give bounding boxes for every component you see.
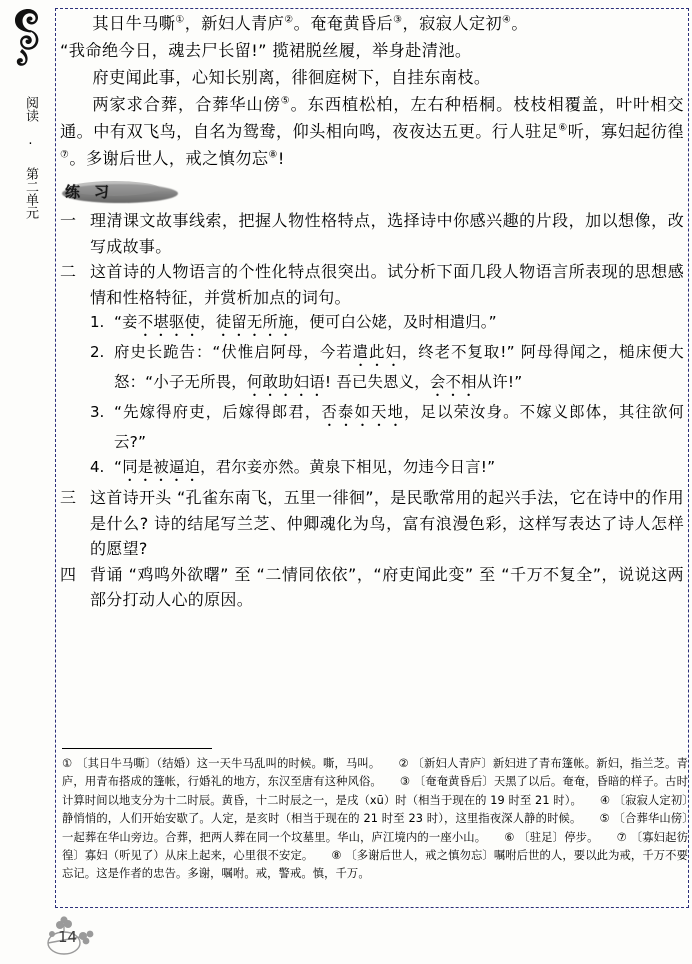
exercise-subitem-number: 4. (90, 458, 105, 476)
exercise-number: 三 (60, 488, 77, 507)
exercise-subitem-number: 1. (90, 313, 105, 331)
footnote-text (62, 755, 688, 884)
page-folio (28, 916, 118, 960)
emphasized-phrase: 同是被逼迫 (122, 458, 201, 476)
exercise-body: 这首诗开头 “孔雀东南飞，五里一徘徊”，是民歌常用的起兴手法，它在诗中的作用是什么? 诗的结尾写兰芝、仲卿魂化为鸟，富有浪漫色彩，这样写表达了诗人怎样的愿望? (90, 488, 684, 558)
emphasized-phrase: 否泰如天地 (321, 403, 405, 421)
exercise-subitem-body: 府史长跪告：“伏惟启阿母，今若遣此妇，终老不复取!” 阿母得闻之，槌床便大怒：“小子无所畏，何敢助妇语! 吾已失恩义，会不相从许!” (114, 343, 684, 391)
footnote-marker: ③ (393, 14, 403, 26)
footnote-marker: ② (284, 14, 294, 26)
emphasized-phrase: 遣此妇 (352, 343, 402, 361)
sidebar-running-head: 阅读 · 第二单元 (23, 96, 38, 219)
footnote-marker: ⑦ (60, 149, 70, 161)
exercise-body: 这首诗的人物语言的个性化特点很突出。试分析下面几段人物语言所表现的思想感情和性格特征，并赏析加点的词句。 (90, 262, 684, 307)
exercises-heading-banner (62, 180, 180, 206)
exercise-list (60, 208, 684, 613)
footnote-marker: ⑧ (268, 149, 278, 161)
footnote-entry: ③ 〔奄奄黄昏后〕天黑了以后。奄奄，昏暗的样子。古时计算时间以地支分为十二时辰。黄昏，十二时辰之一，是戌（xū）时（相当于现在的 19 时至 21 时）。 (62, 775, 688, 807)
footnote-entry: ⑤ 〔合葬华山傍〕一起葬在华山旁边。合葬，把两人葬在同一个坟墓里。华山，庐江境内的一座小山。 (62, 812, 688, 844)
footnote-entry: ⑧ 〔多谢后世人，戒之慎勿忘〕嘱咐后世的人，要以此为戒，千万不要忘记。这是作者的忠告。多谢，嘱咐。戒，警戒。慎，千万。 (62, 849, 689, 881)
exercise-subitem-number: 2. (90, 343, 105, 361)
exercise-subitem (90, 310, 684, 340)
exercise-number: 四 (60, 564, 77, 584)
main-text-column (60, 10, 684, 613)
footnote-separator-rule (62, 748, 212, 749)
footnote-marker: ⑤ (280, 95, 291, 107)
footnote-entry: ② 〔新妇人青庐〕新妇进了青布篷帐。新妇，指兰芝。青庐，用青布搭成的篷帐，行婚礼的地方，东汉至唐有这种风俗。 (62, 757, 688, 789)
poem-paragraph: “我命绝今日，魂去尸长留!” 揽裙脱丝履，举身赴清池。 (60, 41, 472, 60)
emphasized-phrase: 会不相 (429, 373, 477, 391)
footnote-entry: ① 〔其日牛马嘶〕（结婚）这一天牛马乱叫的时候。嘶，马叫。 (62, 757, 381, 770)
exercise-sublist (60, 310, 684, 485)
emphasized-phrase: 何敢助妇语 (246, 373, 325, 391)
exercises-heading-label: 练习 (65, 183, 124, 201)
emphasized-phrase: 不堪驱使 (137, 313, 201, 331)
page-number: 14 (58, 928, 78, 946)
exercise-subitem-body: “先嫁得府吏，后嫁得郎君，否泰如天地，足以荣汝身。不嫁义郎体，其往欲何云?” (114, 403, 684, 451)
poem-paragraph: 两家求合葬，合葬华山傍⑤。东西植松柏，左右种梧桐。枝枝相覆盖，叶叶相交通。中有双飞鸟，自名为鸳鸯，仰头相向鸣，夜夜达五更。行人驻足⑥听，寡妇起彷徨⑦。多谢后世人，戒之慎勿忘⑧! (60, 95, 684, 168)
footnote-entry: ⑦ 〔寡妇起彷徨〕寡妇（听见了）从床上起来，心里很不安定。 (62, 830, 688, 863)
scroll-ornament-icon (6, 6, 50, 72)
poem-text-block (60, 10, 684, 172)
footnotes-section (62, 748, 688, 884)
exercise-subitem-body: “同是被逼迫，君尔妾亦然。黄泉下相见，勿违今日言!” (114, 458, 496, 476)
emphasized-phrase: 徒留无所施 (215, 313, 294, 331)
exercise-number: 二 (60, 262, 77, 281)
exercise-subitem (90, 340, 684, 400)
exercise-item (60, 259, 684, 310)
poem-paragraph: 府吏闻此事，心知长别离，徘徊庭树下，自挂东南枝。 (92, 68, 491, 87)
exercise-subitem-number: 3. (90, 403, 105, 421)
poem-paragraph: 其日牛马嘶①，新妇人青庐②。奄奄黄昏后③，寂寂人定初④。 (92, 14, 529, 33)
exercise-number: 一 (60, 211, 77, 230)
exercise-body: 理清课文故事线索，把握人物性格特点，选择诗中你感兴趣的片段，加以想像，改写成故事。 (90, 211, 684, 256)
exercise-subitem (90, 455, 684, 485)
exercise-body: 背诵 “鸡鸣外欲曙” 至 “二情同依依”，“府吏闻此变” 至 “千万不复全”，说说这两部分打动人心的原因。 (90, 564, 684, 609)
footnote-entry: ④ 〔寂寂人定初〕静悄悄的，人们开始安歇了。人定，是亥时（相当于现在的 21 时至 23 时），这里指夜深人静的时候。 (62, 793, 688, 826)
exercise-item (60, 208, 684, 259)
exercise-item (60, 562, 684, 613)
footnote-entry: ⑥ 〔驻足〕停步。 (504, 830, 599, 844)
footnote-marker: ① (175, 14, 185, 26)
footnote-marker: ④ (502, 14, 512, 26)
exercise-subitem-body: “妾不堪驱使，徒留无所施，便可白公姥，及时相遣归。” (114, 313, 497, 331)
footnote-marker: ⑥ (558, 122, 568, 134)
exercise-subitem (90, 400, 684, 455)
exercise-item (60, 485, 684, 562)
